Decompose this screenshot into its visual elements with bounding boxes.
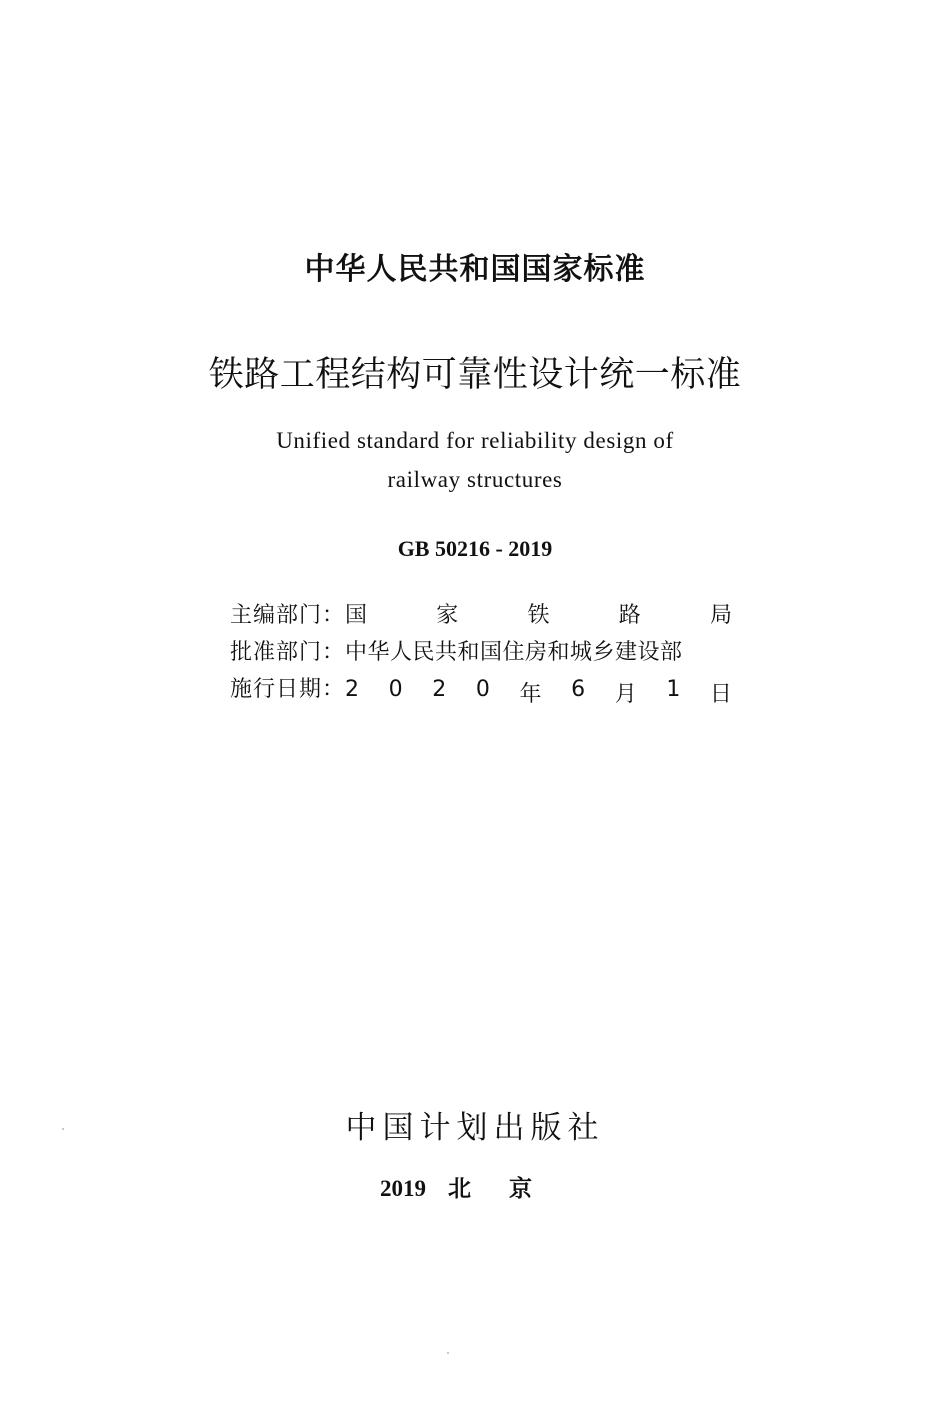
chinese-title: 铁路工程结构可靠性设计统一标准 <box>208 355 742 395</box>
english-title-line-1: Unified standard for reliability design of <box>276 428 674 453</box>
date-char: 0 <box>388 677 403 702</box>
editor-char: 局 <box>709 603 732 628</box>
effective-date-value <box>345 677 740 708</box>
approver-value: 中华人民共和国住房和城乡建设部 <box>345 640 683 665</box>
effective-date-row <box>230 672 740 709</box>
standard-type-heading: 中华人民共和国国家标准 <box>304 252 646 287</box>
date-char: 6 <box>571 677 586 702</box>
approver-row <box>230 635 740 672</box>
date-char: 0 <box>475 677 490 702</box>
effective-date-label: 施行日期： <box>230 677 346 702</box>
date-char: 年 <box>519 682 542 707</box>
editor-char: 铁 <box>527 603 550 628</box>
standard-metadata <box>230 598 740 709</box>
date-char: 月 <box>614 682 637 707</box>
scan-speck <box>447 1352 449 1354</box>
english-title-line-2: railway structures <box>387 467 563 492</box>
date-char: 2 <box>345 677 360 702</box>
scan-speck <box>62 1128 64 1130</box>
standard-code: GB 50216 - 2019 <box>397 536 553 561</box>
editor-char: 家 <box>436 603 459 628</box>
editor-label: 主编部门： <box>230 603 346 628</box>
publication-year: 2019 <box>380 1176 426 1201</box>
editor-row <box>230 598 740 635</box>
publisher-name: 中国计划出版社 <box>345 1110 605 1146</box>
publication-place <box>0 1170 950 1203</box>
editor-char: 路 <box>618 603 641 628</box>
date-char: 日 <box>709 682 732 707</box>
date-char: 1 <box>666 677 681 702</box>
publication-city: 北京 <box>448 1176 570 1202</box>
editor-char: 国 <box>345 603 368 628</box>
editor-value <box>345 598 740 629</box>
approver-label: 批准部门： <box>230 640 346 665</box>
date-char: 2 <box>432 677 447 702</box>
